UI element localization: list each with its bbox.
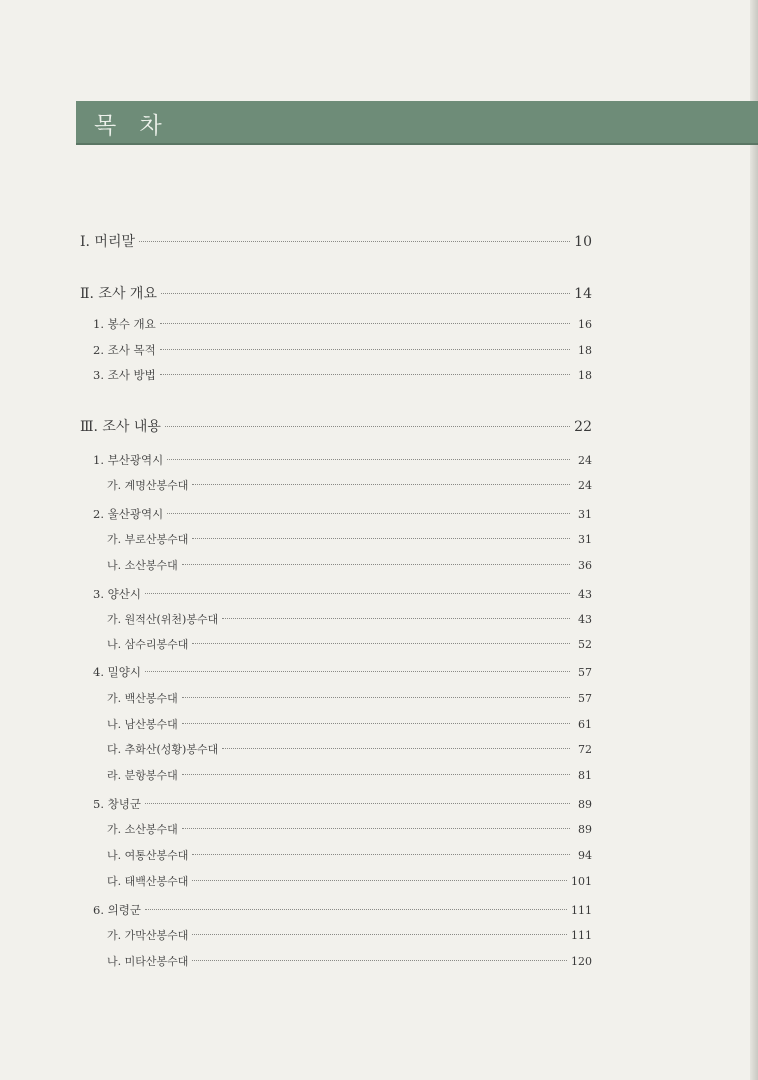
toc-page-number: 52 [578,638,592,651]
dot-leader [192,880,567,881]
toc-entry-s1a[interactable] [107,477,592,493]
dot-leader [160,349,570,350]
toc-entry-label: 가. 소산봉수대 [107,823,178,836]
toc-page-number: 16 [578,318,592,331]
toc-page-number: 61 [578,718,592,731]
toc-entry-label: 1. 부산광역시 [93,453,164,467]
toc-page-number: 94 [578,849,592,862]
toc-entry-label: Ⅲ. 조사 내용 [80,419,161,435]
toc-entry-label: 3. 조사 방법 [93,368,156,382]
toc-entry-label: 1. 봉수 개요 [93,317,156,331]
toc-page-number: 120 [571,955,592,968]
toc-page-number: 31 [578,533,592,546]
dot-leader [192,484,570,485]
toc-entry-ch1[interactable] [80,231,592,251]
toc-entry-label: 나. 삼수리봉수대 [107,638,189,651]
toc-entry-s4[interactable] [93,664,592,680]
toc-entry-label: Ⅱ. 조사 개요 [80,286,157,302]
dot-leader [192,960,567,961]
toc-entry-label: 나. 미타산봉수대 [107,955,189,968]
toc-page-number: 81 [578,769,592,782]
toc-entry-s4d[interactable] [107,767,592,783]
toc-entry-s3[interactable] [93,586,592,602]
toc-entry-ch2-3[interactable] [93,367,592,383]
toc-entry-s1[interactable] [93,452,592,468]
toc-entry-s5b[interactable] [107,847,592,863]
dot-leader [192,934,567,935]
dot-leader [182,723,570,724]
toc-page-number: 10 [574,234,592,250]
toc-page-number: 31 [578,508,592,521]
toc-page-number: 18 [578,344,592,357]
toc-page-number: 89 [578,823,592,836]
toc-page-number: 14 [574,286,592,302]
toc-page-number: 36 [578,559,592,572]
toc-page-number: 18 [578,369,592,382]
toc-entry-s2b[interactable] [107,557,592,573]
dot-leader [145,671,570,672]
dot-leader [182,564,570,565]
toc-page-number: 111 [571,904,592,917]
dot-leader [160,374,570,375]
toc-entry-label: 다. 추화산(성황)봉수대 [107,743,219,756]
dot-leader [182,774,570,775]
toc-entry-label: 가. 백산봉수대 [107,692,178,705]
toc-page-number: 57 [578,692,592,705]
toc-page-number: 101 [571,875,592,888]
dot-leader [145,593,570,594]
toc-entry-s4a[interactable] [107,690,592,706]
toc-entry-s4b[interactable] [107,716,592,732]
toc-entry-ch3[interactable] [80,416,592,436]
dot-leader [192,854,570,855]
toc-entry-s6b[interactable] [107,953,592,969]
dot-leader [160,323,570,324]
toc-entry-s6a[interactable] [107,927,592,943]
toc-entry-label: 5. 창녕군 [93,797,141,811]
toc-entry-s6[interactable] [93,902,592,918]
dot-leader [192,538,570,539]
toc-page-number: 89 [578,798,592,811]
toc-entry-ch2-2[interactable] [93,342,592,358]
toc-entry-s2a[interactable] [107,531,592,547]
toc-entry-label: 라. 분항봉수대 [107,769,178,782]
toc-entry-ch2[interactable] [80,283,592,303]
dot-leader [167,459,570,460]
toc-page-number: 57 [578,666,592,679]
toc-entry-label: 가. 원적산(위천)봉수대 [107,613,219,626]
toc-entry-label: 나. 남산봉수대 [107,718,178,731]
toc-entry-label: 나. 여통산봉수대 [107,849,189,862]
toc-entry-label: 가. 가막산봉수대 [107,929,189,942]
toc-entry-label: 2. 조사 목적 [93,343,156,357]
toc-entry-s2[interactable] [93,506,592,522]
toc-page-number: 24 [578,454,592,467]
dot-leader [222,748,570,749]
toc-entry-label: 2. 울산광역시 [93,507,164,521]
toc-entry-s3b[interactable] [107,636,592,652]
toc-entry-s5[interactable] [93,796,592,812]
dot-leader [139,241,570,242]
toc-entry-label: 가. 부로산봉수대 [107,533,189,546]
toc-entry-label: 나. 소산봉수대 [107,559,178,572]
toc-page-number: 72 [578,743,592,756]
dot-leader [192,643,570,644]
page-title: 목 차 [94,113,170,139]
toc-entry-label: 6. 의령군 [93,903,141,917]
dot-leader [167,513,570,514]
toc-entry-label: 4. 밀양시 [93,665,141,679]
toc-entry-label: 3. 양산시 [93,587,141,601]
toc-page-number: 24 [578,479,592,492]
toc-page-number: 43 [578,613,592,626]
dot-leader [182,828,570,829]
dot-leader [165,426,570,427]
toc-page-number: 22 [574,419,592,435]
dot-leader [145,909,567,910]
toc-entry-s3a[interactable] [107,611,592,627]
toc-page-number: 111 [571,929,592,942]
dot-leader [222,618,570,619]
toc-entry-s5a[interactable] [107,821,592,837]
toc-entry-label: Ⅰ. 머리말 [80,234,136,250]
toc-entry-s5c[interactable] [107,873,592,889]
toc-entry-label: 가. 계명산봉수대 [107,479,189,492]
dot-leader [145,803,570,804]
toc-entry-label: 다. 태백산봉수대 [107,875,189,888]
toc-entry-s4c[interactable] [107,741,592,757]
dot-leader [182,697,570,698]
toc-entry-ch2-1[interactable] [93,316,592,332]
toc-page-number: 43 [578,588,592,601]
dot-leader [161,293,570,294]
